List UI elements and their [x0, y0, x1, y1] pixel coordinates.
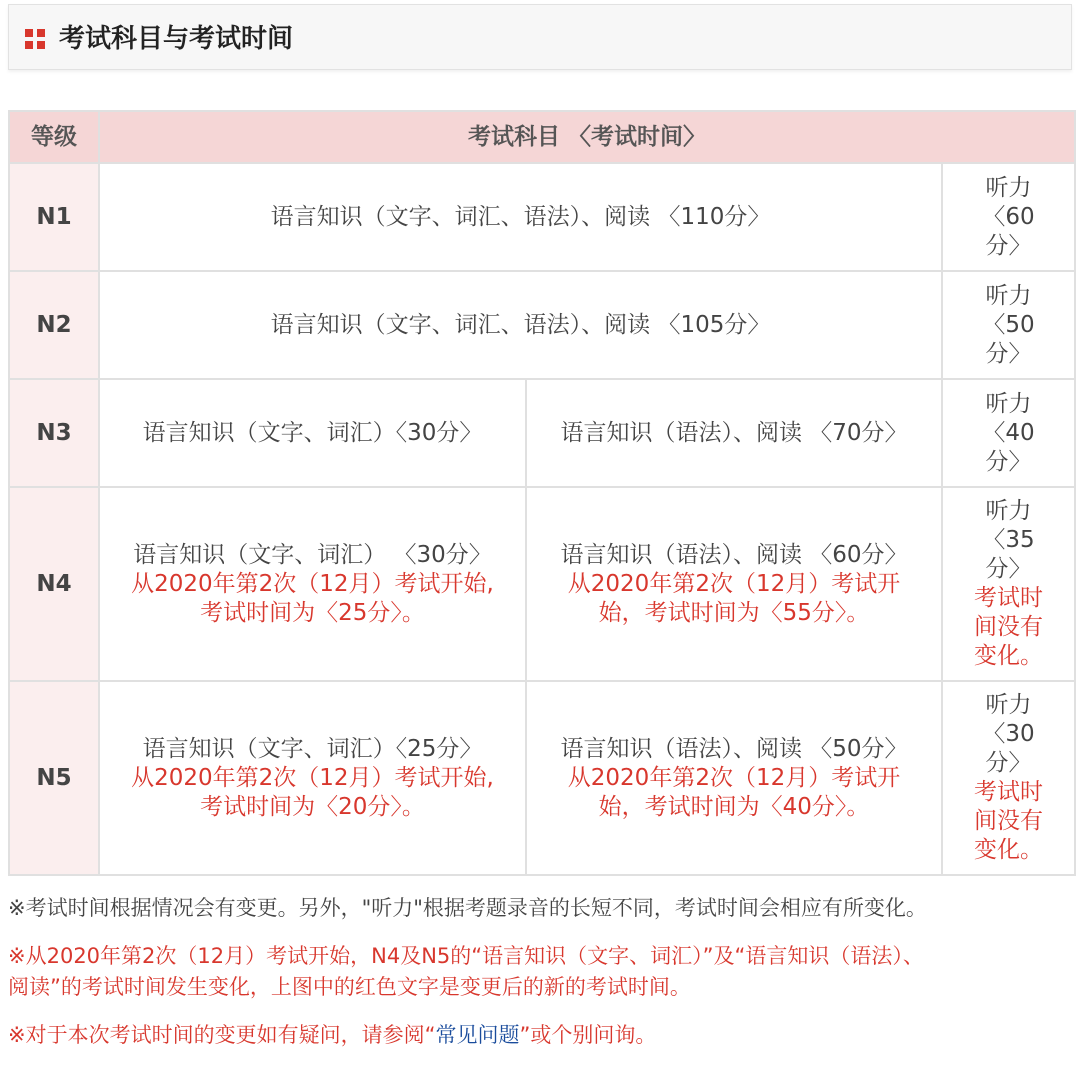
subject-part1-cell: [99, 487, 526, 681]
subject-text: 语言知识（文字、词汇） 〈30分〉: [133, 541, 492, 568]
header-subject: 考试科目 〈考试时间〉: [99, 111, 1075, 163]
table-row: [9, 681, 1075, 875]
note-faq: [8, 1020, 1072, 1051]
listening-line: 分〉: [985, 750, 1032, 776]
listening-change-note: 间没有: [974, 614, 1043, 640]
table-header-row: [9, 111, 1075, 163]
table-row: [9, 163, 1075, 271]
listening-line: 听力: [985, 174, 1032, 201]
note-time-change: ※考试时间根据情况会有变更。另外，"听力"根据考题录音的长短不同，考试时间会相应有所变化。: [8, 896, 927, 920]
listening-change-note: 变化。: [974, 643, 1043, 669]
table-row: [9, 271, 1075, 379]
listening-line: 听力: [985, 498, 1032, 524]
listening-line: 〈35: [982, 527, 1035, 553]
table-row: [9, 379, 1075, 487]
note-n4-n5-change: [8, 941, 1072, 1003]
subject-part1-cell: 语言知识（文字、词汇）〈30分〉: [99, 379, 526, 487]
listening-line: 听力: [985, 282, 1032, 309]
change-note: 始，考试时间为〈55分〉。: [598, 599, 870, 626]
level-cell: N2: [9, 271, 99, 379]
subject-text: 语言知识（语法）、阅读 〈50分〉: [560, 735, 908, 762]
change-note: 考试时间为〈25分〉。: [200, 599, 425, 626]
change-note: 从2020年第2次（12月）考试开: [567, 570, 901, 597]
listening-cell: [942, 487, 1075, 681]
listening-change-note: 考试时: [974, 585, 1043, 611]
subject-part2-cell: 语言知识（语法）、阅读 〈70分〉: [526, 379, 942, 487]
subject-part2-cell: [526, 681, 942, 875]
subject-text: 语言知识（文字、词汇）〈25分〉: [142, 735, 483, 762]
listening-cell: [942, 379, 1075, 487]
listening-cell: [942, 271, 1075, 379]
subject-part1-cell: [99, 681, 526, 875]
listening-line: 分〉: [985, 556, 1032, 582]
note-line: ※从2020年第2次（12月）考试开始，N4及N5的“语言知识（文字、词汇）”及“语言知识（语法）、: [8, 944, 924, 968]
level-cell: N5: [9, 681, 99, 875]
table-row: [9, 487, 1075, 681]
section-header: [8, 4, 1072, 70]
faq-link[interactable]: 常见问题: [435, 1023, 520, 1047]
subject-part2-cell: [526, 487, 942, 681]
note-faq-suffix: ”或个别问询。: [519, 1023, 657, 1047]
note-line: 阅读”的考试时间发生变化，上图中的红色文字是变更后的新的考试时间。: [8, 975, 691, 999]
change-note: 考试时间为〈20分〉。: [200, 793, 425, 820]
grid-icon: [25, 29, 45, 49]
change-note: 从2020年第2次（12月）考试开: [567, 764, 901, 791]
listening-line: 分〉: [985, 448, 1032, 475]
header-level: 等级: [9, 111, 99, 163]
listening-line: 〈30: [982, 721, 1035, 747]
level-cell: N3: [9, 379, 99, 487]
listening-line: 〈40: [982, 419, 1035, 446]
subject-cell: 语言知识（文字、词汇、语法）、阅读 〈105分〉: [99, 271, 942, 379]
listening-line: 分〉: [985, 232, 1032, 259]
exam-schedule-table: [8, 110, 1076, 876]
section-title: 考试科目与考试时间: [59, 24, 294, 54]
note-faq-prefix: ※对于本次考试时间的变更如有疑问，请参阅“: [8, 1023, 436, 1047]
listening-line: 听力: [985, 390, 1032, 417]
listening-change-note: 间没有: [974, 808, 1043, 834]
subject-text: 语言知识（语法）、阅读 〈60分〉: [560, 541, 908, 568]
listening-line: 分〉: [985, 340, 1032, 367]
listening-cell: [942, 681, 1075, 875]
listening-line: 〈60: [982, 203, 1035, 230]
notes-section: [8, 893, 1072, 1068]
listening-change-note: 考试时: [974, 779, 1043, 805]
level-cell: N1: [9, 163, 99, 271]
listening-line: 听力: [985, 692, 1032, 718]
subject-cell: 语言知识（文字、词汇、语法）、阅读 〈110分〉: [99, 163, 942, 271]
listening-cell: [942, 163, 1075, 271]
level-cell: N4: [9, 487, 99, 681]
change-note: 从2020年第2次（12月）考试开始,: [131, 570, 494, 597]
listening-change-note: 变化。: [974, 837, 1043, 863]
change-note: 始，考试时间为〈40分〉。: [598, 793, 870, 820]
listening-line: 〈50: [982, 311, 1035, 338]
change-note: 从2020年第2次（12月）考试开始,: [131, 764, 494, 791]
